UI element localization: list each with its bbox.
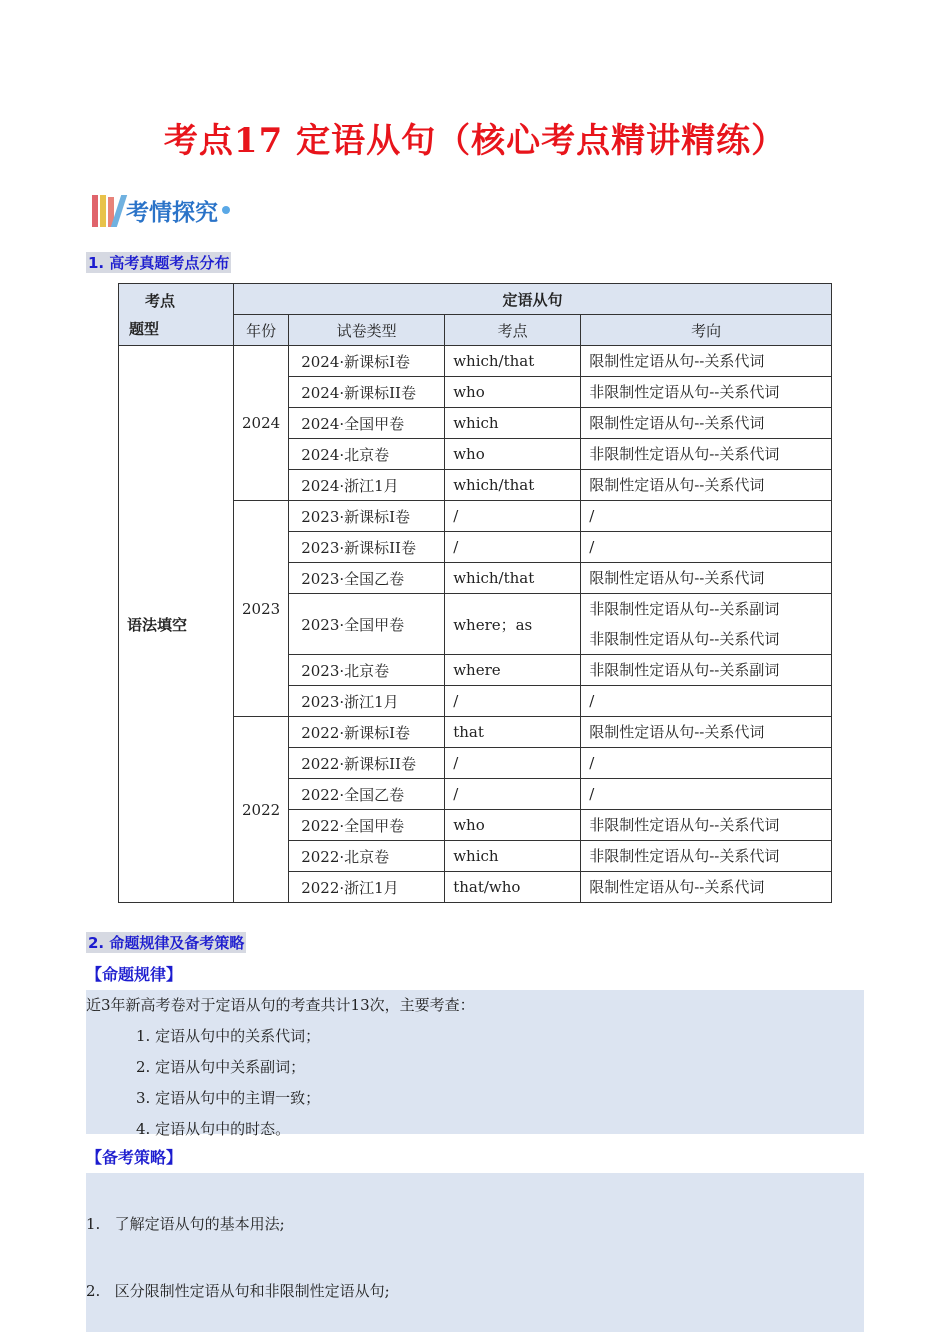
paper-cell: 2022·全国甲卷 (289, 810, 445, 841)
strategy-item: 1. 了解定语从句的基本用法; (86, 1215, 285, 1233)
direction-cell (581, 532, 832, 563)
point-cell: where；as (445, 594, 581, 655)
rule-item: 1. 定语从句中的关系代词； (136, 1027, 321, 1045)
direction-cell (581, 563, 832, 594)
corner-cell (119, 284, 234, 346)
direction-text: / (589, 507, 595, 525)
rule-item: 2. 定语从句中关系副词； (136, 1058, 306, 1076)
page-title: 考点17 定语从句（核心考点精讲精练） (163, 121, 787, 161)
header-year: 年份 (234, 315, 289, 346)
direction-cell (581, 748, 832, 779)
point-cell: that (445, 717, 581, 748)
direction-cell (581, 717, 832, 748)
direction-text: 非限制性定语从句--关系代词 (589, 847, 780, 865)
category-cell: 语法填空 (119, 346, 234, 903)
point-cell: / (445, 532, 581, 563)
year-cell: 2024 (234, 346, 289, 501)
paper-cell: 2023·北京卷 (289, 655, 445, 686)
paper-cell: 2022·浙江1月 (289, 872, 445, 903)
direction-cell (581, 501, 832, 532)
table-row (119, 346, 832, 377)
paper-cell: 2022·全国乙卷 (289, 779, 445, 810)
direction-cell (581, 594, 832, 655)
direction-text: 限制性定语从句--关系代词 (589, 723, 765, 741)
header-direction: 考向 (581, 315, 832, 346)
direction-text: 限制性定语从句--关系代词 (589, 569, 765, 587)
paper-cell: 2023·全国乙卷 (289, 563, 445, 594)
paper-cell: 2024·新课标II卷 (289, 377, 445, 408)
section-1-heading: 1. 高考真题考点分布 (88, 254, 230, 272)
direction-cell (581, 686, 832, 717)
corner-top: 考点 (145, 291, 176, 310)
direction-text: 限制性定语从句--关系代词 (589, 476, 765, 494)
paper-cell: 2022·新课标II卷 (289, 748, 445, 779)
point-cell: / (445, 501, 581, 532)
rules-intro: 近3年新高考卷对于定语从句的考查共计13次，主要考查： (86, 996, 475, 1014)
direction-text: 非限制性定语从句--关系代词 (589, 630, 780, 648)
direction-text: / (589, 538, 595, 556)
dot-icon (222, 206, 230, 214)
direction-cell (581, 470, 832, 501)
rules-heading: 【命题规律】 (86, 965, 183, 984)
rule-item: 3. 定语从句中的主谓一致； (136, 1089, 321, 1107)
direction-cell (581, 779, 832, 810)
direction-cell (581, 377, 832, 408)
point-cell: which (445, 841, 581, 872)
point-cell: which/that (445, 470, 581, 501)
paper-cell: 2024·浙江1月 (289, 470, 445, 501)
paper-cell: 2022·新课标I卷 (289, 717, 445, 748)
group-header: 定语从句 (234, 284, 832, 315)
header-paper: 试卷类型 (289, 315, 445, 346)
strategy-heading: 【备考策略】 (86, 1148, 183, 1167)
direction-cell (581, 655, 832, 686)
paper-cell: 2023·全国甲卷 (289, 594, 445, 655)
direction-cell (581, 810, 832, 841)
direction-cell (581, 439, 832, 470)
direction-text: / (589, 692, 595, 710)
direction-text: 非限制性定语从句--关系代词 (589, 816, 780, 834)
header-point: 考点 (445, 315, 581, 346)
point-cell: which (445, 408, 581, 439)
point-cell: / (445, 748, 581, 779)
direction-text: 非限制性定语从句--关系代词 (589, 445, 780, 463)
section-2-heading: 2. 命题规律及备考策略 (88, 934, 245, 952)
corner-bottom: 题型 (129, 319, 160, 338)
year-cell: 2023 (234, 501, 289, 717)
direction-text: 非限制性定语从句--关系副词 (589, 661, 780, 679)
point-cell: where (445, 655, 581, 686)
direction-cell (581, 841, 832, 872)
strategy-block (86, 1173, 864, 1332)
direction-text: 非限制性定语从句--关系代词 (589, 383, 780, 401)
rules-block (86, 990, 864, 1138)
point-cell: / (445, 779, 581, 810)
rule-item: 4. 定语从句中的时态。 (136, 1120, 291, 1138)
books-icon (92, 193, 122, 227)
direction-cell (581, 872, 832, 903)
paper-cell: 2023·新课标I卷 (289, 501, 445, 532)
point-cell: who (445, 439, 581, 470)
point-cell: who (445, 377, 581, 408)
direction-text: 非限制性定语从句--关系副词 (589, 600, 780, 618)
paper-cell: 2024·全国甲卷 (289, 408, 445, 439)
direction-text: / (589, 754, 595, 772)
paper-cell: 2024·北京卷 (289, 439, 445, 470)
point-cell: which/that (445, 346, 581, 377)
direction-text: 限制性定语从句--关系代词 (589, 414, 765, 432)
direction-text: 限制性定语从句--关系代词 (589, 878, 765, 896)
direction-cell (581, 408, 832, 439)
point-cell: that/who (445, 872, 581, 903)
year-cell: 2022 (234, 717, 289, 903)
paper-cell: 2024·新课标I卷 (289, 346, 445, 377)
point-cell: who (445, 810, 581, 841)
direction-text: / (589, 785, 595, 803)
banner-title: 考情探究 (126, 199, 218, 226)
paper-cell: 2022·北京卷 (289, 841, 445, 872)
exam-distribution-table (118, 283, 832, 903)
paper-cell: 2023·新课标II卷 (289, 532, 445, 563)
paper-cell: 2023·浙江1月 (289, 686, 445, 717)
strategy-item: 2. 区分限制性定语从句和非限制性定语从句; (86, 1282, 390, 1300)
section-banner (92, 190, 230, 230)
direction-text: 限制性定语从句--关系代词 (589, 352, 765, 370)
point-cell: / (445, 686, 581, 717)
direction-cell (581, 346, 832, 377)
point-cell: which/that (445, 563, 581, 594)
